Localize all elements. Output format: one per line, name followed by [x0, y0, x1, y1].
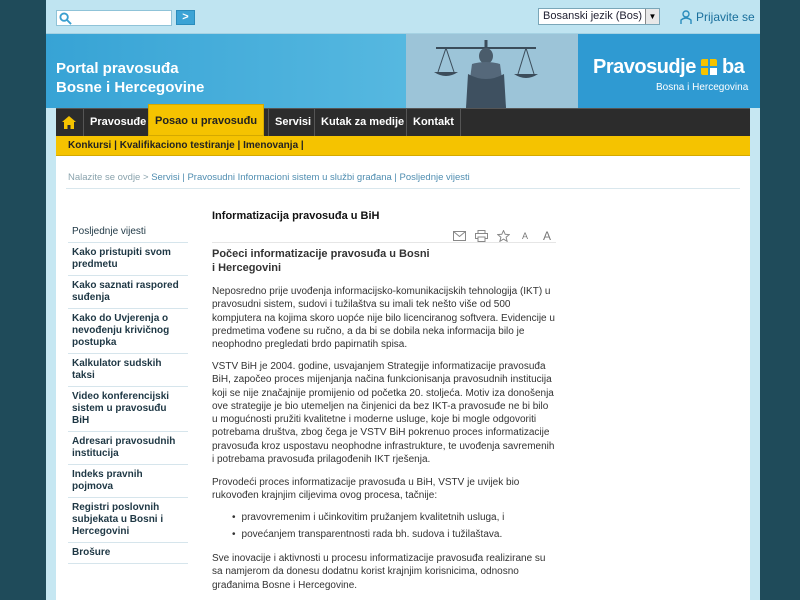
- sub-nav: Konkursi | Kvalifikaciono testiranje | Imenovanja |: [56, 136, 750, 156]
- sidebar-item-posljednje-vijesti[interactable]: Posljednje vijesti: [68, 222, 188, 243]
- dropdown-arrow-icon[interactable]: ▼: [645, 9, 659, 24]
- subnav-item-konkursi[interactable]: Konkursi: [68, 140, 112, 151]
- lady-justice-statue-icon: [406, 34, 578, 108]
- article-paragraph-2: VSTV BiH je 2004. godine, usvajanjem Strategije informatizacije pravosuđa BiH, započeo proces mijenjanja načina funkcionisanja pravosudnih institucija koji se nije značajnije promijenio od početka 20. stoljeća. Motiv iza donošenja ove strategije je bio utemeljen na činjenici da bez IKT-a pravosuđe ne bi bilo u mogućnosti pružiti kvalitetne i moderne usluge, koje bi mogle odgovoriti potrebama društva, zbog čega je VSTV BiH pokrenuo proces informatizacije pravosuđa kroz uspostavu neophodne infrastrukture, te uvođenja savremenih i potrebama pravosuđa prilagođenih IKT rješenja.: [212, 361, 555, 466]
- page-margin-left: [0, 0, 46, 600]
- email-icon[interactable]: [452, 230, 466, 242]
- font-smaller-button[interactable]: A: [521, 231, 528, 241]
- subnav-item-imenovanja[interactable]: Imenovanja: [243, 140, 299, 151]
- home-icon: [62, 116, 76, 129]
- login-link[interactable]: [680, 8, 755, 26]
- breadcrumb-prefix: Nalazite se ovdje >: [68, 172, 149, 183]
- nav-item-servisi[interactable]: Servisi: [268, 109, 317, 136]
- favorite-star-icon[interactable]: [496, 230, 510, 242]
- sidebar-item-brosure[interactable]: Brošure: [68, 543, 188, 564]
- article-divider: [212, 242, 556, 243]
- logo-text-primary: Pravosudje: [593, 56, 696, 78]
- main-content: [56, 156, 750, 600]
- search-icon: [59, 12, 72, 25]
- sidebar-item-kalkulator-taksi[interactable]: Kalkulator sudskih taksi: [68, 354, 188, 387]
- article: [212, 210, 556, 591]
- sidebar: [68, 222, 188, 564]
- user-icon: [680, 10, 692, 25]
- lady-justice-image: [406, 34, 578, 108]
- subnav-item-kvalifikaciono[interactable]: Kvalifikaciono testiranje: [119, 140, 235, 151]
- page-wrapper: [46, 0, 760, 600]
- article-tools: [452, 230, 554, 242]
- utility-bar: [46, 0, 760, 34]
- article-paragraph-4: Sve inovacije i aktivnosti u procesu informatizacije pravosuđa realizirane su sa namjerom da donesu dodatnu korist krajnjim korisnicima, odnosno građanima Bosne i Hercegovine.: [212, 553, 546, 591]
- breadcrumb: [68, 172, 470, 183]
- nav-item-kontakt[interactable]: Kontakt: [406, 109, 461, 136]
- bullet-item: • pravovremenim i učinkovitim pružanjem kvalitetnih usluga, i: [232, 512, 552, 523]
- sidebar-item-uvjerenje[interactable]: Kako do Uvjerenja o nevođenju krivičnog postupka: [68, 309, 188, 354]
- search-button[interactable]: >: [176, 10, 195, 25]
- logo-subtitle: Bosna i Hercegovina: [656, 82, 749, 93]
- main-nav: [56, 108, 750, 136]
- article-paragraph-3: Provodeći proces informatizacije pravosuđa u BiH, VSTV je uvijek bio rukovođen krajnjim ciljevima ovog procesa, tačnije:: [212, 477, 520, 502]
- breadcrumb-path[interactable]: Servisi | Pravosudni Informacioni sistem u službi građana | Posljednje vijesti: [151, 172, 470, 183]
- sidebar-item-raspored-sudjenja[interactable]: Kako saznati raspored suđenja: [68, 276, 188, 309]
- sidebar-item-indeks-pojmova[interactable]: Indeks pravnih pojmova: [68, 465, 188, 498]
- breadcrumb-divider: [66, 188, 740, 189]
- article-subtitle: Počeci informatizacije pravosuđa u Bosni i Hercegovini: [212, 248, 430, 274]
- language-selected: Bosanski jezik (Bos): [543, 10, 643, 22]
- article-paragraph-1: Neposredno prije uvođenja informacijsko-komunikacijskih tehnologija (IKT) u pravosudni sistem, sudovi i tužilaštva su imali tek nešto više od 500 kompjutera na kojima skoro uopće nije bilo licenciranog softvera. Evidencije u predmetima vođene su ručno, a da bi se dobila neka informacija bilo je neophodno pregledati brdo papirnatih spisa.: [212, 286, 555, 351]
- login-label: Prijavite se: [696, 10, 755, 24]
- nav-item-posao[interactable]: Posao u pravosuđu: [148, 104, 264, 136]
- font-larger-button[interactable]: A: [542, 229, 551, 243]
- nav-home[interactable]: [56, 109, 82, 136]
- page-margin-right: [760, 0, 800, 600]
- site-title-line2: Bosne i Hercegovine: [56, 79, 205, 96]
- site-title[interactable]: [56, 59, 204, 97]
- logo-text-domain: ba: [721, 56, 745, 78]
- article-title: Informatizacija pravosuđa u BiH: [212, 210, 380, 222]
- sidebar-item-adresari[interactable]: Adresari pravosudnih institucija: [68, 432, 188, 465]
- sidebar-item-registri[interactable]: Registri poslovnih subjekata u Bosni i Hercegovini: [68, 498, 188, 543]
- header-banner: [46, 34, 760, 108]
- bullet-item: • povećanjem transparentnosti rada bh. sudova i tužilaštava.: [232, 529, 552, 540]
- nav-item-kutak-za-medije[interactable]: Kutak za medije: [314, 109, 410, 136]
- nav-item-pravosudje[interactable]: Pravosuđe: [83, 109, 152, 136]
- logo-emblem-icon: [701, 59, 717, 75]
- site-title-line1: Portal pravosuđa: [56, 60, 179, 77]
- language-select[interactable]: [538, 8, 660, 25]
- search-input[interactable]: [56, 10, 172, 26]
- sidebar-item-video-konferencija[interactable]: Video konferencijski sistem u pravosuđu BiH: [68, 387, 188, 432]
- logo-text: [593, 56, 744, 79]
- article-bullet-list: [232, 512, 552, 546]
- sidebar-item-pristup-predmetu[interactable]: Kako pristupiti svom predmetu: [68, 243, 188, 276]
- print-icon[interactable]: [474, 230, 488, 242]
- pravosudje-logo[interactable]: [578, 34, 760, 108]
